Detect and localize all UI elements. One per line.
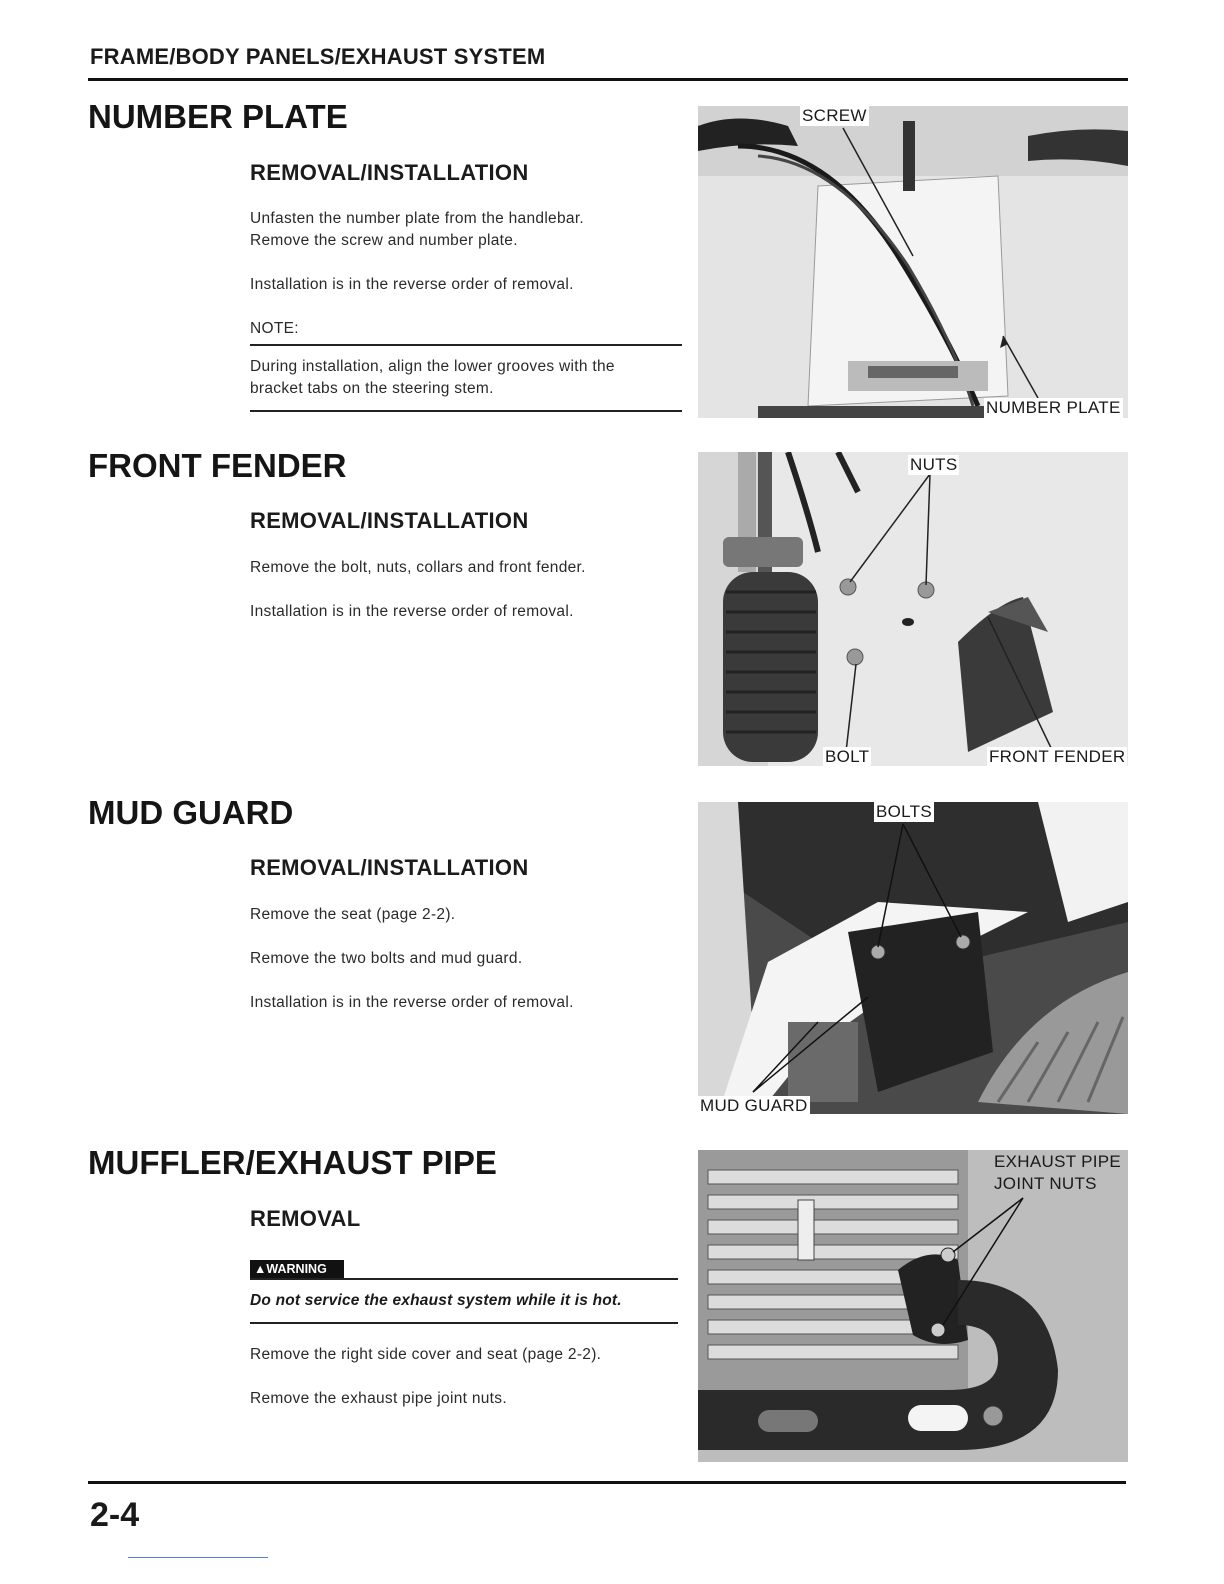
warning-rule-bottom — [250, 1322, 678, 1324]
footer-link-underline — [128, 1557, 268, 1558]
number-plate-step-1: Unfasten the number plate from the handlebar. — [250, 210, 585, 227]
number-plate-photo — [698, 106, 1128, 418]
muffler-step-1: Remove the right side cover and seat (page 2-2). — [250, 1346, 602, 1363]
section-title-muffler: MUFFLER/EXHAUST PIPE — [88, 1144, 497, 1181]
label-joint-nuts: JOINT NUTS — [994, 1174, 1097, 1193]
label-bolts: BOLTS — [876, 802, 932, 821]
mud-guard-step-2: Remove the two bolts and mud guard. — [250, 950, 523, 967]
label-number-plate: NUMBER PLATE — [986, 398, 1121, 417]
label-mud-guard: MUD GUARD — [700, 1096, 808, 1114]
note-rule-bottom — [250, 410, 682, 412]
label-screw: SCREW — [802, 106, 867, 125]
subtitle-mud-guard: REMOVAL/INSTALLATION — [250, 855, 529, 880]
header-rule — [88, 78, 1128, 81]
subtitle-front-fender: REMOVAL/INSTALLATION — [250, 508, 529, 533]
warning-triangle-icon: ▲ — [254, 1262, 267, 1276]
mud-guard-step-1: Remove the seat (page 2-2). — [250, 906, 456, 923]
note-label: NOTE: — [250, 320, 299, 337]
note-line-1: During installation, align the lower grooves with the — [250, 358, 615, 375]
muffler-photo — [698, 1150, 1128, 1462]
subtitle-removal: REMOVAL — [250, 1206, 361, 1231]
section-title-number-plate: NUMBER PLATE — [88, 98, 348, 135]
footer-rule — [88, 1481, 1126, 1484]
number-plate-install: Installation is in the reverse order of removal. — [250, 276, 574, 293]
front-fender-photo — [698, 452, 1128, 766]
warning-text: Do not service the exhaust system while it is hot. — [250, 1292, 622, 1309]
warning-label: WARNING — [266, 1262, 327, 1276]
note-line-2: bracket tabs on the steering stem. — [250, 380, 494, 397]
mud-guard-photo — [698, 802, 1128, 1114]
front-fender-step-1: Remove the bolt, nuts, collars and front fender. — [250, 559, 586, 576]
warning-badge — [250, 1260, 344, 1278]
section-title-mud-guard: MUD GUARD — [88, 794, 294, 831]
section-title-front-fender: FRONT FENDER — [88, 447, 347, 484]
label-exhaust-pipe: EXHAUST PIPE — [994, 1152, 1122, 1171]
label-nuts: NUTS — [910, 455, 958, 474]
warning-rule-top — [250, 1278, 678, 1280]
number-plate-step-2: Remove the screw and number plate. — [250, 232, 518, 249]
front-fender-install: Installation is in the reverse order of removal. — [250, 603, 574, 620]
subtitle-number-plate: REMOVAL/INSTALLATION — [250, 160, 529, 185]
page-header: FRAME/BODY PANELS/EXHAUST SYSTEM — [90, 44, 546, 69]
muffler-step-2: Remove the exhaust pipe joint nuts. — [250, 1390, 507, 1407]
page-number: 2-4 — [90, 1496, 140, 1534]
label-front-fender: FRONT FENDER — [989, 747, 1126, 766]
label-bolt: BOLT — [825, 747, 870, 766]
note-rule-top — [250, 344, 682, 346]
mud-guard-install: Installation is in the reverse order of removal. — [250, 994, 574, 1011]
